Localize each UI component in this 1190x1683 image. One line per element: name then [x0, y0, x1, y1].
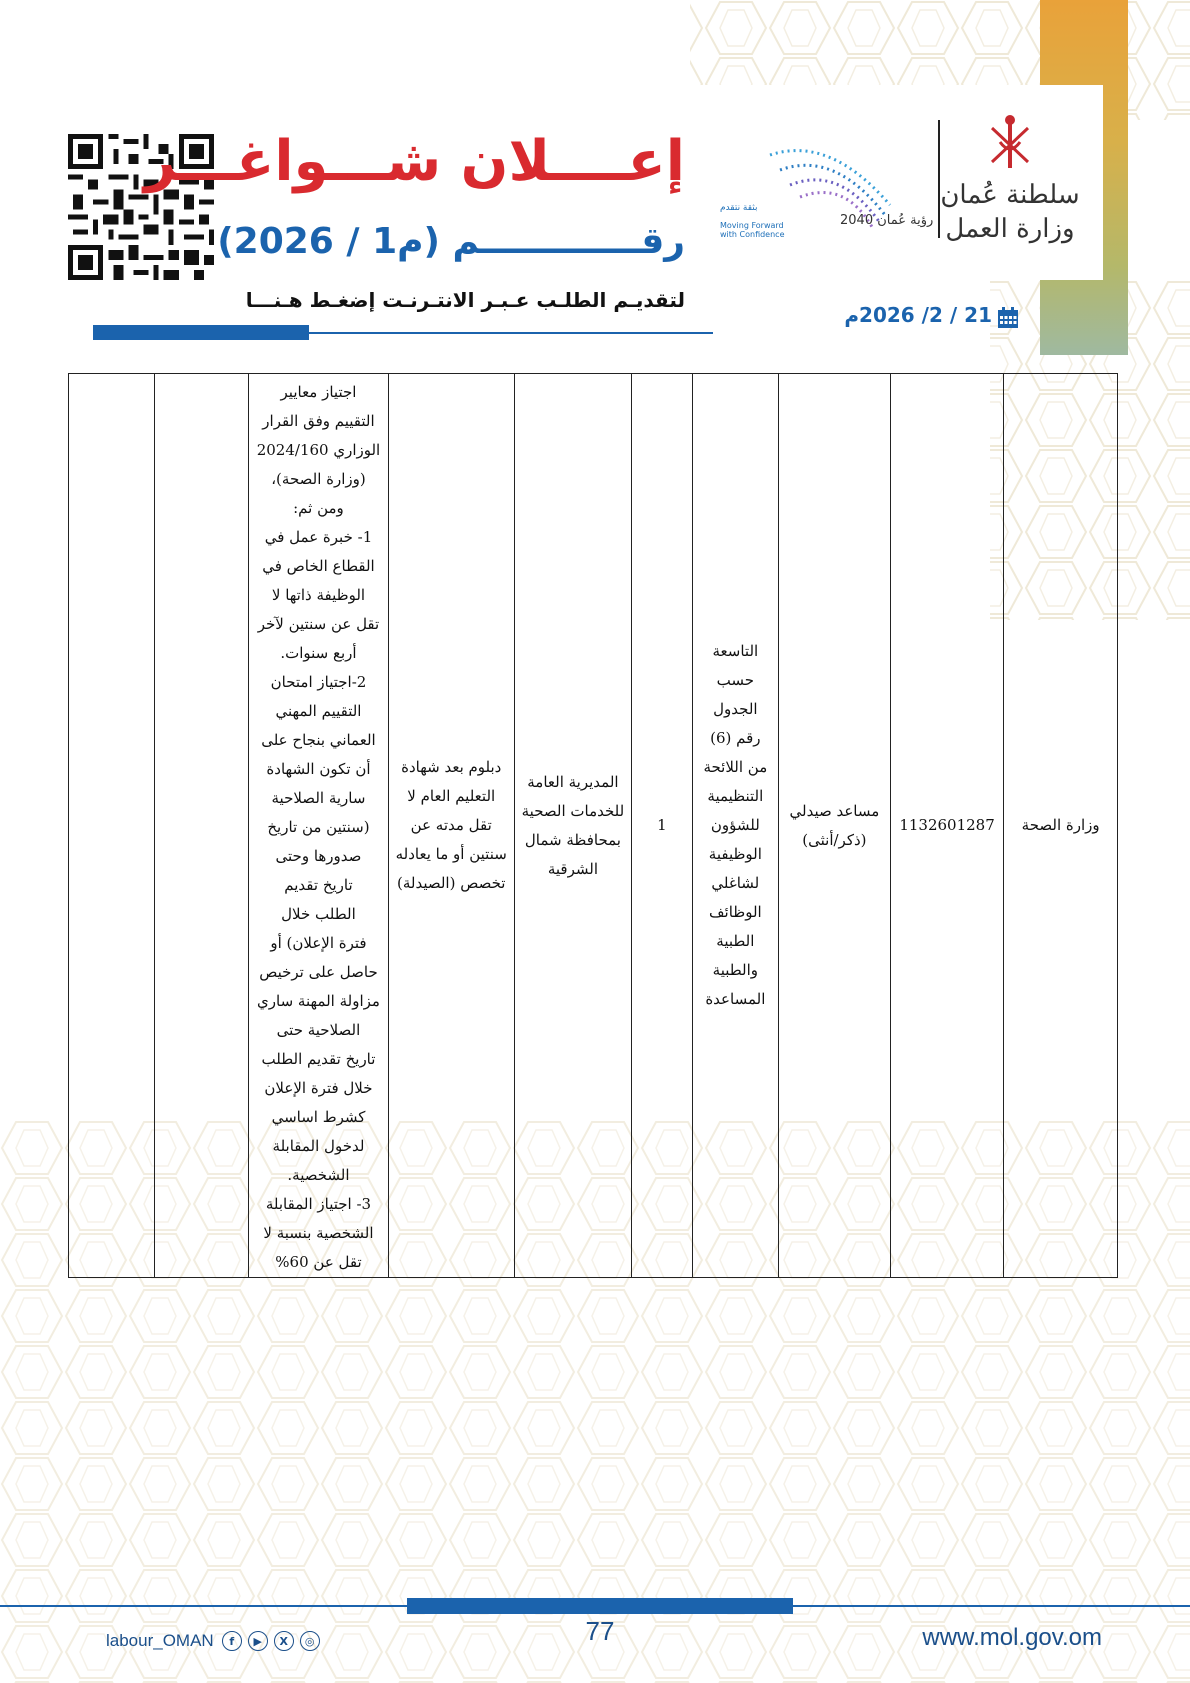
- requirement-line: 3- اجتياز المقابلة: [265, 1195, 372, 1213]
- requirement-line: التقييم وفق القرار: [262, 412, 375, 430]
- cell-job-code: 1132601287: [890, 374, 1004, 1278]
- ministry-logo: [935, 112, 1085, 242]
- requirement-line: (وزارة الصحة)،: [271, 470, 366, 488]
- announcement-date: [844, 300, 1020, 330]
- cell-job-title: مساعد صيدلي (ذكر/أنثى): [779, 374, 891, 1278]
- requirement-line: سارية الصلاحية: [271, 789, 366, 807]
- calendar-icon: [996, 306, 1020, 330]
- social-links: [106, 1630, 320, 1652]
- requirement-line: الشخصية.: [287, 1166, 350, 1184]
- youtube-icon[interactable]: ▶: [248, 1631, 268, 1651]
- requirement-line: تقل عن سنتين لآخر: [257, 615, 380, 633]
- date-text: 21 / 2/ 2026م: [844, 303, 992, 327]
- requirement-line: 2-اجتياز امتحان: [270, 673, 367, 691]
- table-row: [69, 374, 1118, 1278]
- header-divider-thick: [93, 325, 309, 340]
- cell-count: 1: [632, 374, 692, 1278]
- logo-divider: [938, 120, 940, 238]
- ministry-name-line-1: سلطنة عُمان: [940, 180, 1080, 210]
- requirement-line: كشرط اساسي: [271, 1108, 366, 1126]
- vision-tagline-en-2: with Confidence: [720, 230, 785, 239]
- requirement-line: تاريخ تقديم الطلب: [261, 1050, 376, 1068]
- requirement-line: ومن ثم:: [293, 499, 344, 517]
- cell-requirements: [249, 374, 389, 1278]
- requirement-line: فترة الإعلان) أو: [270, 934, 367, 952]
- requirement-line: خلال فترة الإعلان: [264, 1079, 373, 1097]
- ministry-name-line-2: وزارة العمل: [945, 214, 1075, 244]
- website-link[interactable]: www.mol.gov.om: [922, 1624, 1102, 1651]
- x-icon[interactable]: X: [274, 1631, 294, 1651]
- requirement-line: القطاع الخاص في: [262, 557, 375, 575]
- vision-label: رؤية عُمان 2040: [840, 213, 934, 228]
- cell-empty-2: [69, 374, 155, 1278]
- apply-online-link[interactable]: لتقديـم الطلـب عـبـر الانتـرنـت إضغـط هـنـــا: [245, 288, 685, 312]
- requirement-line: حاصل على ترخيص: [259, 963, 378, 981]
- requirement-line: الوظيفة ذاتها لا: [271, 586, 366, 604]
- cell-work-location: المديرية العامة للخدمات الصحية بمحافظة شمال الشرقية: [514, 374, 632, 1278]
- cell-qualification: دبلوم بعد شهادة التعليم العام لا تقل مدته عن سنتين أو ما يعادله تخصص (الصيدلة): [388, 374, 514, 1278]
- requirement-line: الوزاري 2024/160: [256, 441, 381, 459]
- requirement-line: أن تكون الشهادة: [266, 760, 371, 778]
- requirement-line: أربع سنوات.: [280, 644, 357, 662]
- requirement-line: الشخصية بنسبة لا: [263, 1224, 374, 1242]
- requirement-line: لدخول المقابلة: [272, 1137, 365, 1155]
- requirement-line: تقل عن 60%: [275, 1253, 362, 1271]
- footer-accent-bar: [407, 1598, 793, 1614]
- requirement-line: التقييم المهني: [275, 702, 362, 720]
- khanjar-emblem-icon: [980, 112, 1040, 174]
- requirement-line: 1- خبرة عمل في: [264, 528, 373, 546]
- page-number: 77: [585, 1616, 615, 1646]
- social-handle[interactable]: labour_OMAN: [106, 1631, 214, 1650]
- cell-empty-1: [154, 374, 249, 1278]
- page-title: إعــــلان شـــواغـــر: [143, 129, 685, 194]
- facebook-icon[interactable]: f: [222, 1631, 242, 1651]
- requirement-line: الصلاحية حتى: [276, 1021, 361, 1039]
- vision-tagline-ar: بثقة نتقدم: [720, 203, 758, 213]
- vision-tagline-en-1: Moving Forward: [720, 221, 784, 230]
- vacancies-table: [68, 373, 1118, 1278]
- instagram-icon[interactable]: ◎: [300, 1631, 320, 1651]
- requirement-line: العماني بنجاح على: [261, 731, 376, 749]
- requirement-line: اجتياز معايير: [280, 383, 357, 401]
- requirements-lines: [255, 378, 382, 1277]
- requirement-line: (سنتين من تاريخ: [267, 818, 370, 836]
- requirement-line: صدورها وحتى: [275, 847, 362, 865]
- cell-grade: التاسعة حسب الجدول رقم (6) من اللائحة التنظيمية للشؤون الوظيفية لشاغلي الوظائف الطبية والطبية المساعدة: [692, 374, 778, 1278]
- requirement-line: تاريخ تقديم: [284, 876, 353, 894]
- oman-vision-2040-logo: [720, 135, 934, 245]
- requirement-line: الطلب خلال: [281, 905, 356, 923]
- requirement-line: مزاولة المهنة ساري: [257, 992, 380, 1010]
- cell-employer: وزارة الصحة: [1004, 374, 1118, 1278]
- announcement-number: رقـــــــــــــم (م1 / 2026): [217, 221, 685, 262]
